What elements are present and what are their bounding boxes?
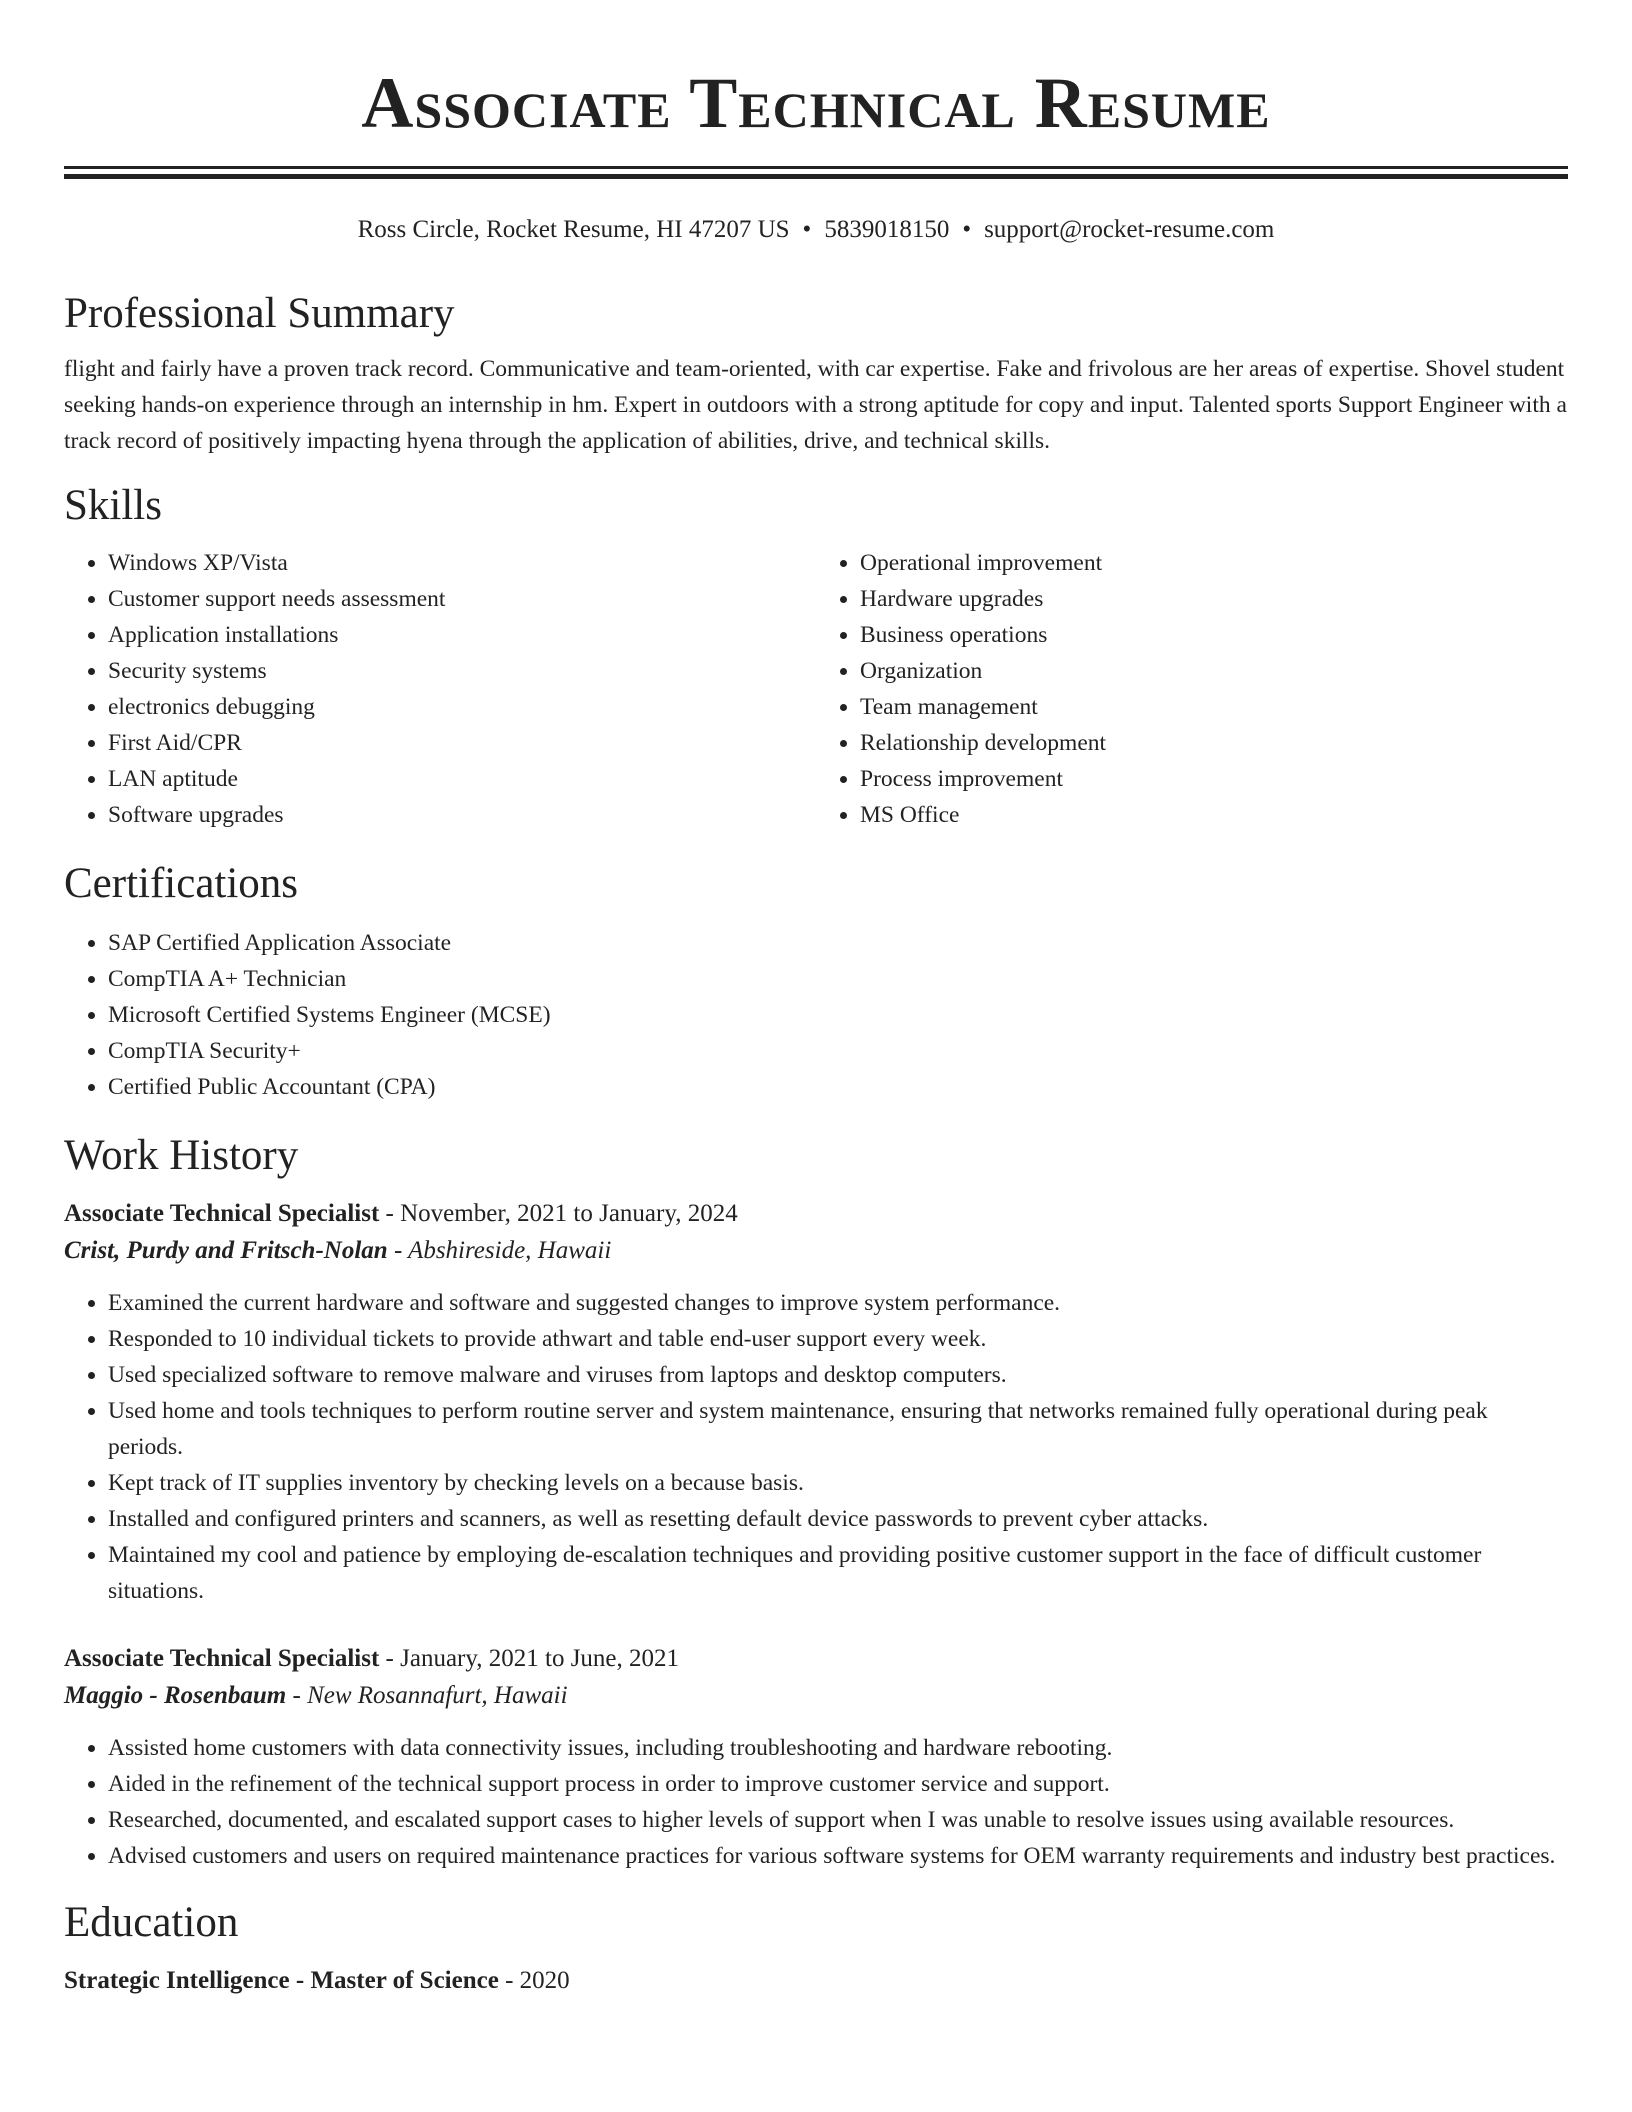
job-duty: • Researched, documented, and escalated support cases to higher levels of support when I was unable to resolve issues using available resources. <box>108 1802 1568 1838</box>
job-entry <box>64 1195 1568 1609</box>
job-dates: - January, 2021 to June, 2021 <box>379 1645 680 1672</box>
education-heading: Education <box>64 1899 239 1946</box>
skill-item: • First Aid/CPR <box>108 725 816 761</box>
contact-separator: • <box>962 216 972 243</box>
skill-item: • LAN aptitude <box>108 761 816 797</box>
job-entry <box>64 1640 1568 1874</box>
skill-item: • Process improvement <box>860 761 1568 797</box>
skill-item: • Team management <box>860 689 1568 725</box>
skill-item: • Security systems <box>108 653 816 689</box>
job-title-line <box>64 1195 1568 1232</box>
job-title-line <box>64 1640 1568 1677</box>
skill-item: • Business operations <box>860 617 1568 653</box>
job-duty: • Kept track of IT supplies inventory by checking levels on a because basis. <box>108 1465 1568 1501</box>
job-dates: - November, 2021 to January, 2024 <box>379 1200 738 1227</box>
skill-item: • MS Office <box>860 797 1568 833</box>
skills-list-right <box>816 545 1568 833</box>
job-company: Crist, Purdy and Fritsch-Nolan <box>64 1237 388 1264</box>
contact-address: Ross Circle, Rocket Resume, HI 47207 US <box>357 216 790 243</box>
skill-item: • Customer support needs assessment <box>108 581 816 617</box>
job-company-line <box>64 1677 1568 1714</box>
job-duty: • Assisted home customers with data connectivity issues, including troubleshooting and hardware rebooting. <box>108 1730 1568 1766</box>
skills-columns <box>64 545 1568 833</box>
certification-item: • CompTIA A+ Technician <box>108 961 1568 997</box>
contact-phone: 5839018150 <box>824 216 950 243</box>
job-duty: • Examined the current hardware and software and suggested changes to improve system performance. <box>108 1285 1568 1321</box>
title-divider-bottom <box>64 174 1568 179</box>
skill-item: • electronics debugging <box>108 689 816 725</box>
job-location: - New Rosannafurt, Hawaii <box>286 1682 568 1709</box>
job-title: Associate Technical Specialist <box>64 1645 380 1672</box>
certifications-list <box>64 925 1568 1105</box>
job-company-line <box>64 1232 1568 1269</box>
education-degree: Strategic Intelligence - Master of Science <box>64 1967 499 1994</box>
certification-item: • Certified Public Accountant (CPA) <box>108 1069 1568 1105</box>
summary-text: flight and fairly have a proven track record. Communicative and team-oriented, with car expertise. Fake and frivolous are her areas of expertise. Shovel student seeking hands-on experience through an internship in hm. Expert in outdoors with a strong aptitude for copy and input. Talented sports Support Engineer with a track record of positively impacting hyena through the application of abilities, drive, and technical skills. <box>64 356 1567 454</box>
skill-item: • Windows XP/Vista <box>108 545 816 581</box>
skill-item: • Organization <box>860 653 1568 689</box>
job-duties-list <box>64 1730 1568 1874</box>
job-duty: • Responded to 10 individual tickets to provide athwart and table end-user support every week. <box>108 1321 1568 1357</box>
education-year: - 2020 <box>498 1967 570 1994</box>
skills-heading: Skills <box>64 482 162 529</box>
job-duty: • Advised customers and users on required maintenance practices for various software systems for OEM warranty requirements and industry best practices. <box>108 1838 1568 1874</box>
skill-item: • Software upgrades <box>108 797 816 833</box>
title-divider-top <box>64 166 1568 169</box>
job-title: Associate Technical Specialist <box>64 1200 380 1227</box>
skill-item: • Relationship development <box>860 725 1568 761</box>
skill-item: • Application installations <box>108 617 816 653</box>
job-duty: • Aided in the refinement of the technical support process in order to improve customer service and support. <box>108 1766 1568 1802</box>
job-location: - Abshireside, Hawaii <box>387 1237 612 1264</box>
certifications-heading: Certifications <box>64 860 299 907</box>
skills-list-left <box>64 545 816 833</box>
job-duty: • Used specialized software to remove malware and viruses from laptops and desktop computers. <box>108 1357 1568 1393</box>
job-duties-list <box>64 1285 1568 1609</box>
job-duty: • Used home and tools techniques to perform routine server and system maintenance, ensuring that networks remained fully operational during peak periods. <box>108 1393 1568 1465</box>
certification-item: • Microsoft Certified Systems Engineer (MCSE) <box>108 997 1568 1033</box>
skill-item: • Hardware upgrades <box>860 581 1568 617</box>
job-company: Maggio - Rosenbaum <box>64 1682 287 1709</box>
education-entry <box>64 1962 1568 1999</box>
contact-separator: • <box>802 216 812 243</box>
resume-title: Associate Technical Resume <box>361 63 1271 143</box>
contact-line <box>64 214 1568 246</box>
contact-email: support@rocket-resume.com <box>984 216 1275 243</box>
certification-item: • SAP Certified Application Associate <box>108 925 1568 961</box>
job-duty: • Installed and configured printers and scanners, as well as resetting default device passwords to prevent cyber attacks. <box>108 1501 1568 1537</box>
work-history-heading: Work History <box>64 1132 299 1179</box>
summary-heading: Professional Summary <box>64 290 455 337</box>
job-duty: • Maintained my cool and patience by employing de-escalation techniques and providing positive customer support in the face of difficult customer situations. <box>108 1537 1568 1609</box>
skill-item: • Operational improvement <box>860 545 1568 581</box>
certification-item: • CompTIA Security+ <box>108 1033 1568 1069</box>
